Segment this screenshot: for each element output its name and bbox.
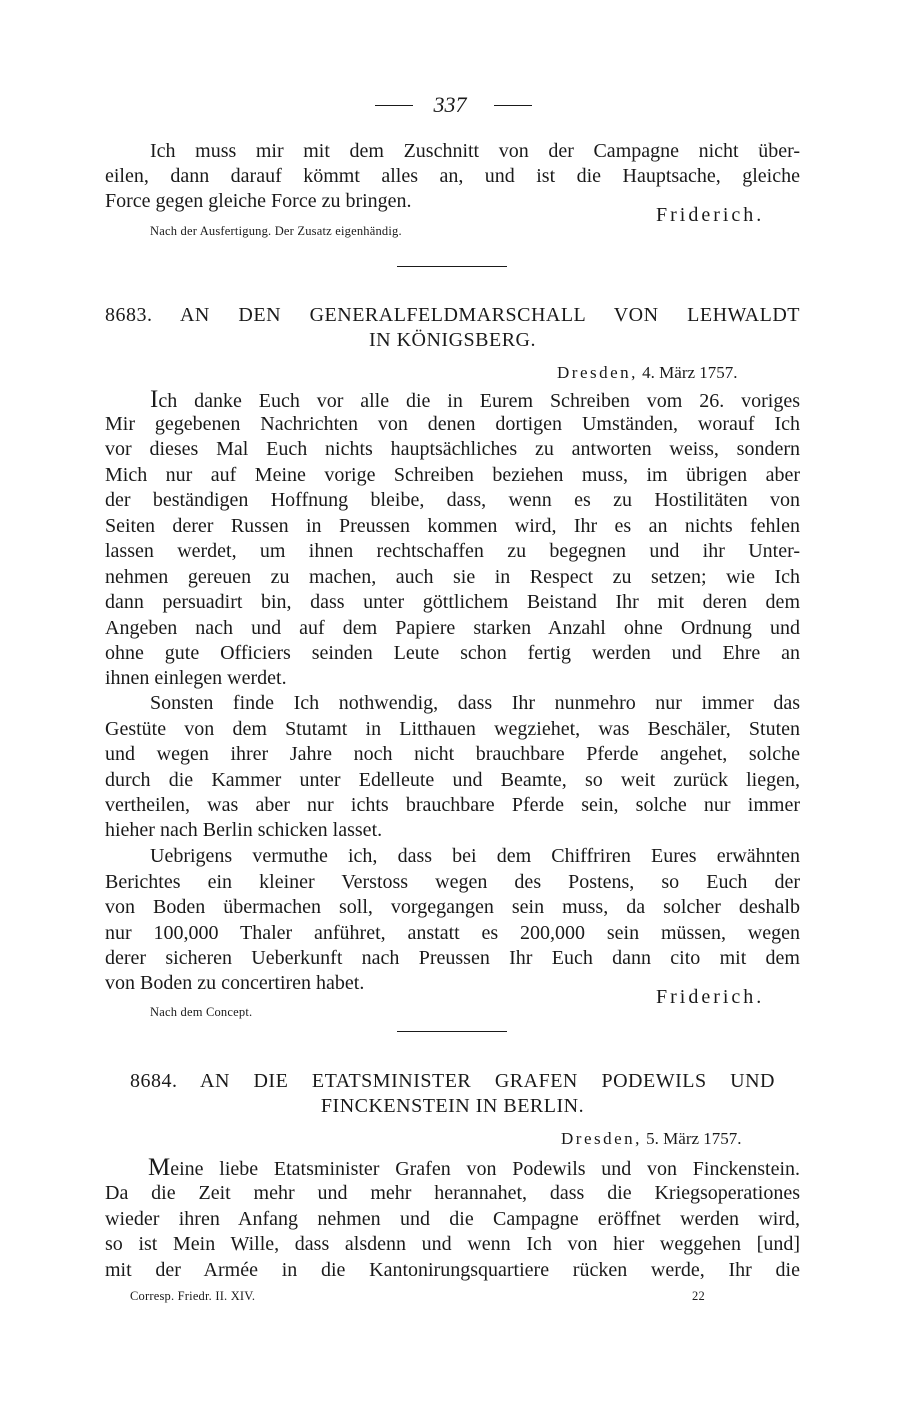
text-line: Berichtes ein kleiner Verstoss wegen des Postens, so Euch der [105,871,800,893]
footer-series: Corresp. Friedr. II. XIV. [130,1289,256,1303]
text-line: vertheilen, was aber nur ichts brauchbare Pferde sein, solche nur immer [105,794,800,816]
text-line: Ich muss mir mit dem Zuschnitt von der Campagne nicht über- [150,140,800,162]
text-line: vor dieses Mal Euch nichts hauptsächliches zu antworten weiss, sondern [105,438,800,460]
page-number: 337 [433,92,467,117]
text-line: Meine liebe Etatsminister Grafen von Podewils und von Finckenstein. [148,1154,800,1181]
letter-date [557,363,738,383]
letter-heading [105,303,800,353]
letter-date [561,1129,742,1149]
date-place: Dresden, [561,1129,642,1148]
text-line: der beständigen Hoffnung bleibe, dass, wenn es zu Hostilitäten von [105,489,800,511]
text-line: und wegen ihrer Jahre noch nicht brauchbare Pferde angehet, solche [105,743,800,765]
text-line: von Boden übermachen soll, vorgegangen sein muss, da solcher deshalb [105,896,800,918]
text-line: durch die Kammer unter Edelleute und Beamte, so weit zurück liegen, [105,769,800,791]
source-note: Nach der Ausfertigung. Der Zusatz eigenhändig. [150,224,402,238]
date-day: 4. März 1757. [642,363,738,382]
text-line: nur 100,000 Thaler anführet, anstatt es 200,000 sein müssen, wegen [105,922,800,944]
text-line: wieder ihren Anfang nehmen und die Campagne eröffnet werden wird, [105,1208,800,1230]
section-divider [397,266,507,267]
text-line: so ist Mein Wille, dass alsdenn und wenn Ich von hier weggehen [und] [105,1233,800,1255]
text-line: mit der Armée in die Kantonirungsquartiere rücken werde, Ihr die [105,1259,800,1281]
signature: Friderich. [656,986,765,1008]
text-line: hieher nach Berlin schicken lasset. [105,819,383,841]
text-line: Sonsten finde Ich nothwendig, dass Ihr nunmehro nur immer das [150,692,800,714]
text-line: ihnen einlegen werdet. [105,667,287,689]
letter-heading-line: 8683. AN DEN GENERALFELDMARSCHALL VON LEHWALDT [105,304,800,326]
text-line: Ich danke Euch vor alle die in Eurem Schreiben vom 26. voriges [150,386,800,413]
text-line: Angeben nach und auf dem Papiere starken Anzahl ohne Ordnung und [105,617,800,639]
signature: Friderich. [656,204,765,226]
drop-cap: I [150,386,159,413]
text-line: Force gegen gleiche Force zu bringen. [105,190,412,212]
text-line: Gestüte von dem Stutamt in Litthauen wegziehet, was Beschäler, Stuten [105,718,800,740]
letter-heading-line: IN KÖNIGSBERG. [369,329,536,351]
text-line: derer sicheren Ueberkunft nach Preussen Ihr Euch dann cito mit dem [105,947,800,969]
text-line: lassen werdet, um ihnen rechtschaffen zu begegnen und ihr Unter- [105,540,800,562]
footer-signature-mark: 22 [692,1289,705,1303]
letter-heading [130,1069,775,1119]
source-note: Nach dem Concept. [150,1005,253,1019]
page-number-dash-right [494,105,532,106]
letter-heading-line: FINCKENSTEIN IN BERLIN. [320,1095,585,1117]
date-day: 5. März 1757. [646,1129,742,1148]
text-line: von Boden zu concertiren habet. [105,972,365,994]
text-line: Uebrigens vermuthe ich, dass bei dem Chiffriren Eures erwähnten [150,845,800,867]
date-place: Dresden, [557,363,638,382]
text-line: eilen, dann darauf kömmt alles an, und ist die Hauptsache, gleiche [105,165,800,187]
text-line: Mir gegebenen Nachrichten von denen dortigen Umständen, worauf Ich [105,413,800,435]
text-line: Da die Zeit mehr und mehr herannahet, dass die Kriegsoperationes [105,1182,800,1204]
drop-cap: M [148,1154,171,1181]
text-line: nehmen gereuen zu machen, auch sie in Respect zu setzen; wie Ich [105,566,800,588]
section-divider [397,1031,507,1032]
text-line: Mich nur auf Meine vorige Schreiben beziehen muss, im übrigen aber [105,464,800,486]
letter-heading-line: 8684. AN DIE ETATSMINISTER GRAFEN PODEWILS UND [130,1070,775,1092]
text-line: ohne gute Officiers seinden Leute schon fertig werden und Ehre an [105,642,800,664]
text-line: dann persuadirt bin, dass unter göttlichem Beistand Ihr mit deren dem [105,591,800,613]
text-line: Seiten derer Russen in Preussen kommen wird, Ihr es an nichts fehlen [105,515,800,537]
